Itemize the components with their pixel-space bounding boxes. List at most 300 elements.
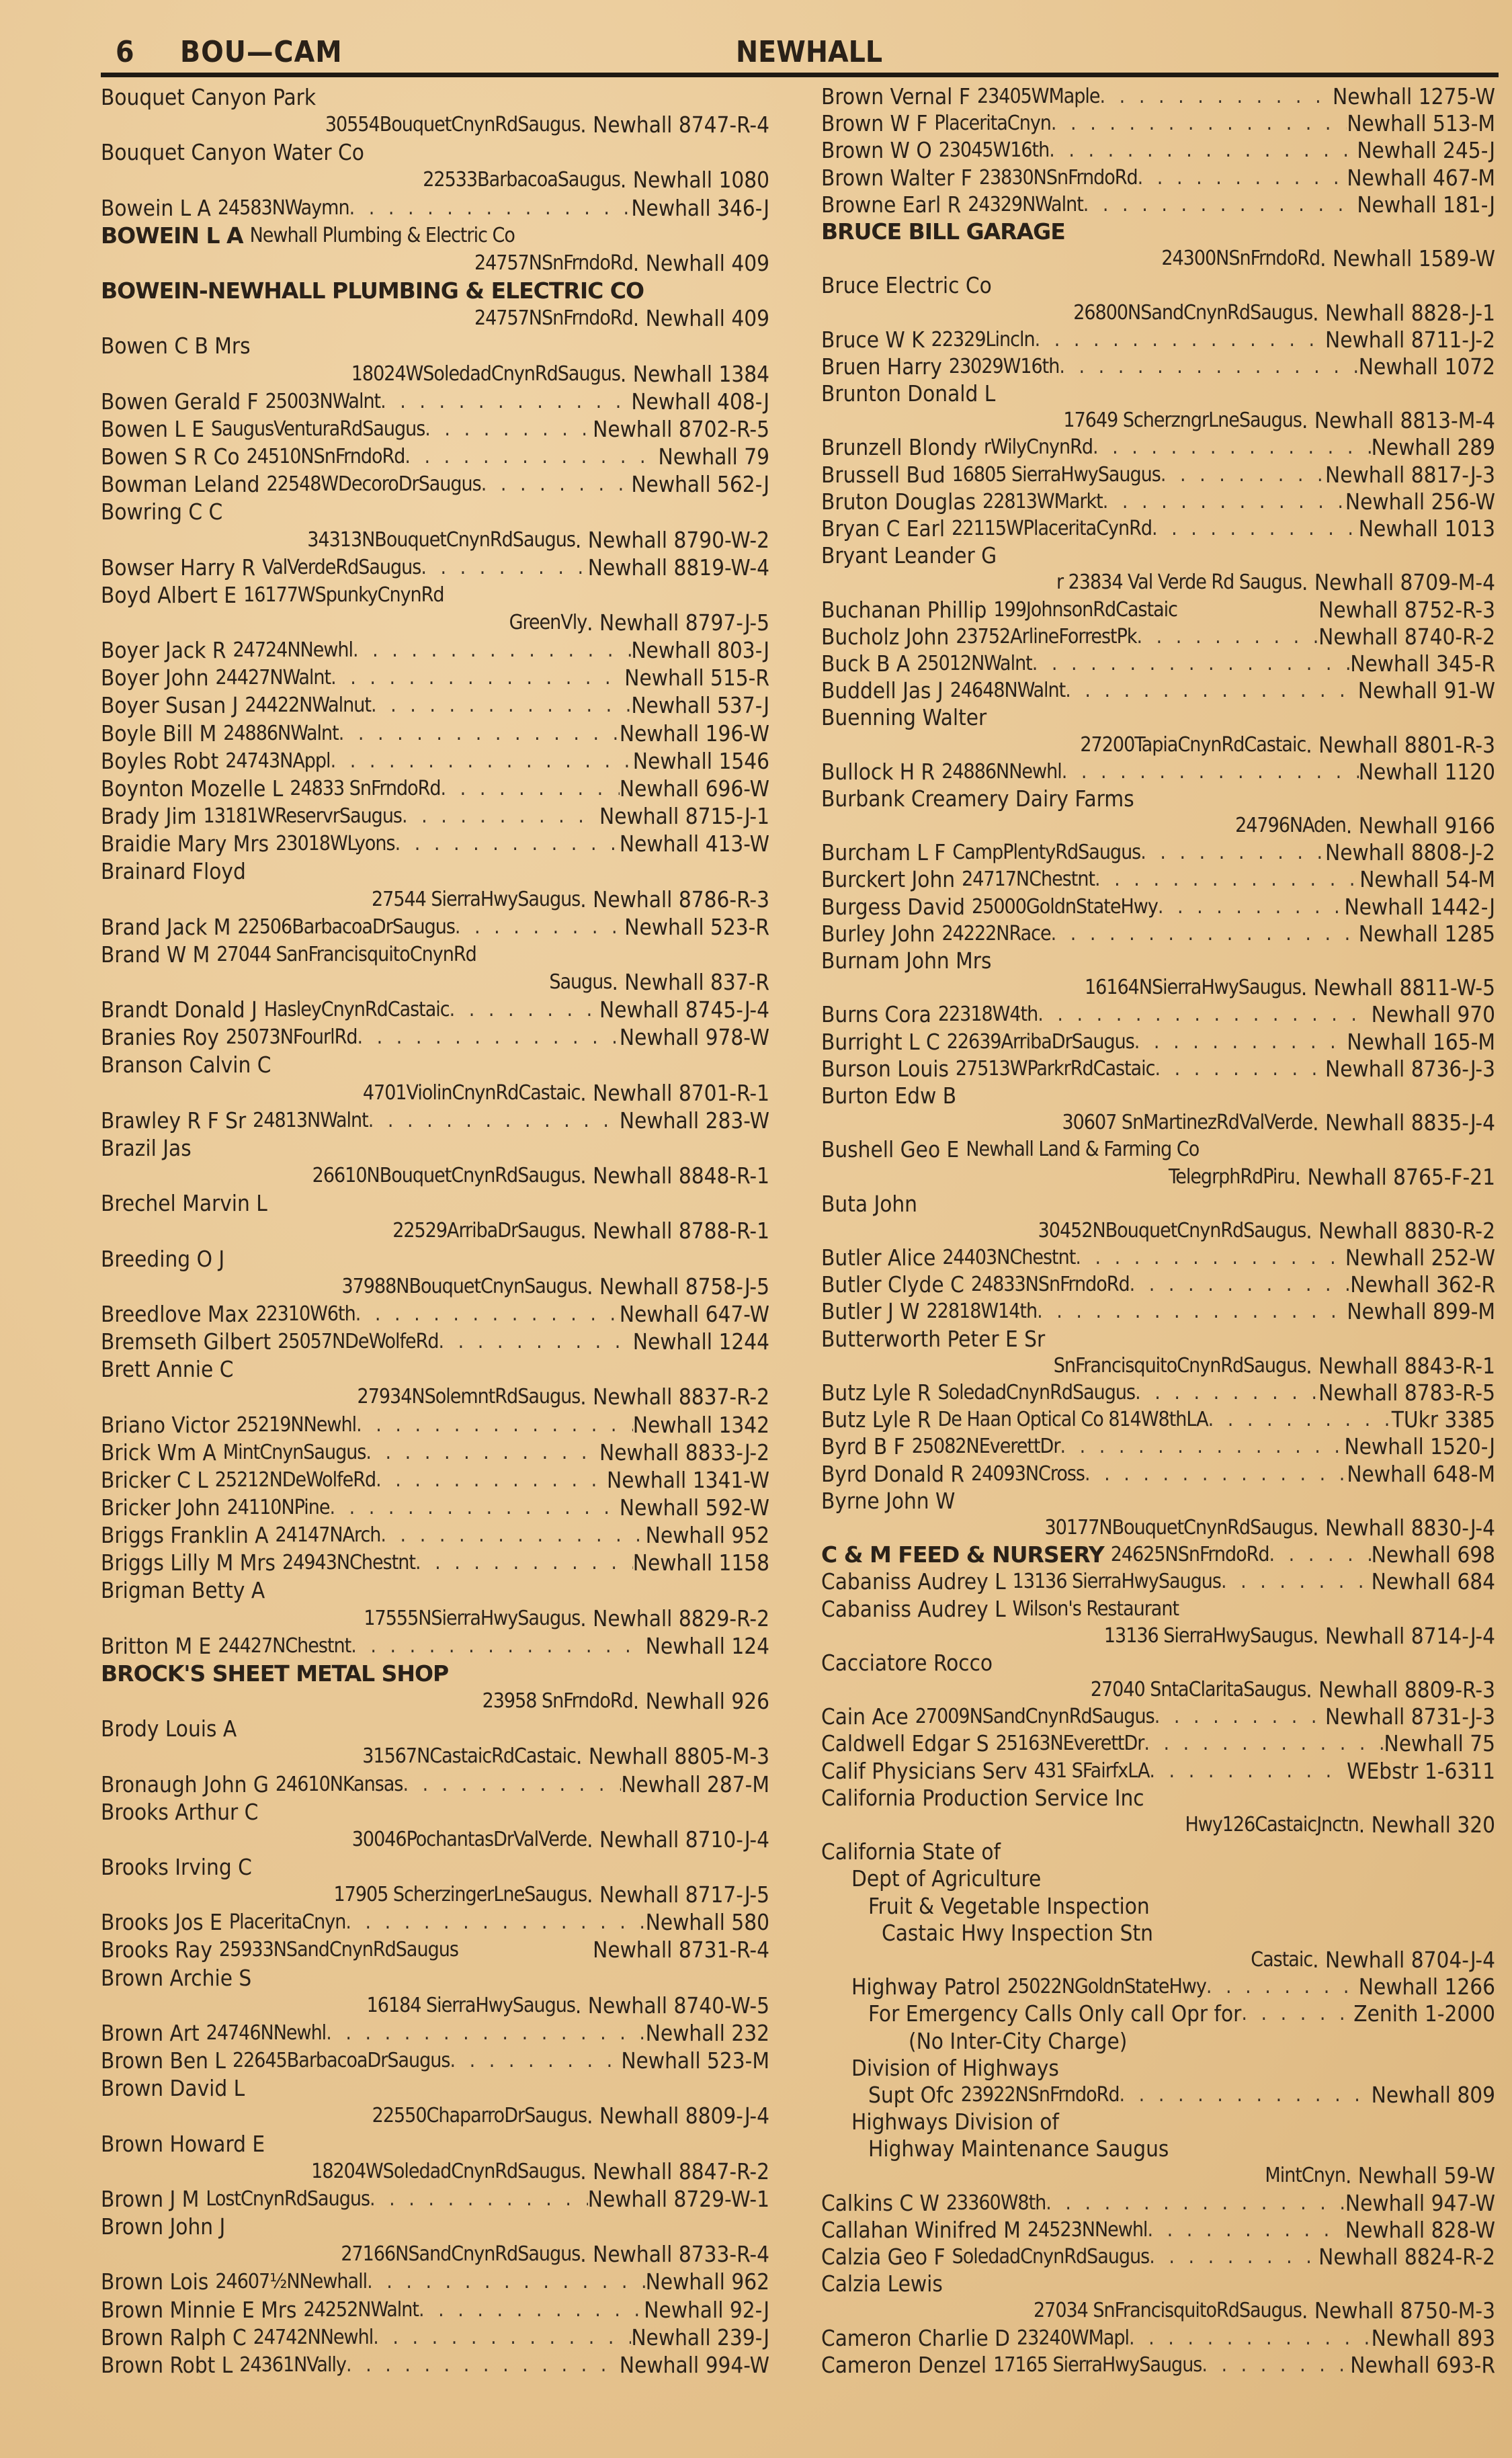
- listing-entry: [821, 1271, 1495, 1298]
- listing-name: Burbank Creamery Dairy Farms: [821, 785, 1134, 812]
- spacer: [992, 272, 1495, 299]
- listing-entry: [101, 277, 769, 304]
- listing-name: California State of: [821, 1838, 1001, 1865]
- leader-dots: [356, 1411, 633, 1439]
- spacer: [237, 1715, 769, 1742]
- leader-dots: [367, 2268, 646, 2295]
- leader-dots: [1135, 1380, 1318, 1406]
- listing-phone: . Newhall 8801-R-3: [1306, 731, 1495, 758]
- listing-name: Butterworth Peter E Sr: [821, 1325, 1046, 1352]
- spacer: [1199, 1136, 1495, 1163]
- listing-phone: Newhall 289: [1371, 434, 1495, 461]
- listing-name: Briggs Franklin A: [101, 1522, 269, 1549]
- listing-phone: Newhall 165-M: [1347, 1028, 1495, 1055]
- listing-name: Boyle Bill M: [101, 720, 217, 747]
- listing-address: 27034 SnFrancisquitoRdSaugus: [1034, 2299, 1302, 2323]
- leader-dots: [1161, 462, 1325, 489]
- city-heading: NEWHALL: [736, 35, 883, 69]
- listing-entry: [101, 1439, 769, 1466]
- listing-entry: [821, 462, 1495, 489]
- listing-entry: [101, 1189, 769, 1217]
- spacer: [1150, 1893, 1495, 1920]
- listing-continuation: [101, 1992, 769, 2019]
- listing-phone: Newhall 8819-W-4: [587, 554, 769, 581]
- listing-entry: [821, 624, 1495, 650]
- listing-entry: [821, 2082, 1495, 2109]
- listing-name: Brandt Donald J: [101, 997, 257, 1023]
- listing-name: Callahan Winifred M: [821, 2216, 1021, 2243]
- listing-name: Cameron Denzel: [821, 2351, 987, 2378]
- leader-dots: [353, 636, 631, 664]
- listing-entry: [821, 921, 1495, 947]
- listing-phone: Newhall 1013: [1358, 515, 1495, 542]
- listing-address: 27513WParkrRdCastaic: [955, 1056, 1155, 1080]
- leader-dots: [425, 415, 593, 443]
- listing-phone: . Newhall 8740-W-5: [575, 1992, 769, 2019]
- listing-phone: Newhall 970: [1371, 1001, 1495, 1028]
- listing-phone: . Newhall 8765-F-21: [1294, 1163, 1495, 1190]
- listing-name: Highways Division of: [851, 2109, 1059, 2135]
- listing-continuation: [821, 1812, 1495, 1838]
- listing-phone: Newhall 75: [1384, 1730, 1495, 1757]
- listing-name: For Emergency Calls Only call Opr for: [868, 2000, 1242, 2027]
- listing-entry: [821, 866, 1495, 893]
- listing-name: Supt Ofc: [868, 2081, 954, 2108]
- leader-dots: [326, 2019, 645, 2047]
- listing-address: 24648NWalnt: [950, 679, 1066, 703]
- listing-entry: [101, 194, 769, 222]
- listing-address: 199JohnsonRdCastaic: [993, 597, 1178, 622]
- listing-name: Highway Patrol: [851, 1974, 1001, 2000]
- listing-entry: [101, 636, 769, 664]
- spacer: [252, 1853, 769, 1881]
- listing-entry: [101, 1466, 769, 1494]
- guide-words: BOU—CAM: [180, 35, 343, 69]
- listing-address: 24757NSnFrndoRd: [474, 251, 633, 275]
- listing-name: Byrd B F: [821, 1433, 905, 1460]
- listing-entry: [101, 1549, 769, 1576]
- leader-dots: [450, 2047, 621, 2074]
- listing-address: 24833 SnFrndoRd: [290, 776, 441, 800]
- listing-continuation: [821, 1677, 1495, 1703]
- listing-phone: Newhall 8736-J-3: [1325, 1055, 1495, 1082]
- listing-entry: [101, 747, 769, 775]
- listing-address: 24886NWalnt: [223, 721, 339, 745]
- listing-continuation: [821, 1947, 1495, 1974]
- listing-name: Burckert John: [821, 866, 956, 893]
- leader-dots: [331, 747, 633, 775]
- listing-continuation: [821, 1515, 1495, 1541]
- listing-phone: Newhall 1442-J: [1344, 893, 1495, 920]
- listing-entry: [821, 1488, 1495, 1515]
- listing-address: 25073NFourlRd: [225, 1025, 358, 1050]
- spacer: [267, 1189, 769, 1217]
- listing-name: Bruce W K: [821, 326, 925, 353]
- listing-entry: [821, 489, 1495, 515]
- listing-entry: [101, 138, 769, 166]
- listing-address: 23240WMapl: [1017, 2326, 1130, 2350]
- listing-entry: [101, 1023, 769, 1051]
- listing-name: Brown Vernal F: [821, 83, 970, 110]
- listing-name: Brainard Floyd: [101, 858, 246, 885]
- listing-address: 24796NAden: [1235, 814, 1346, 838]
- listing-name: Brazil Jas: [101, 1134, 192, 1161]
- leader-dots: [1083, 192, 1357, 218]
- leader-dots: [1149, 2244, 1318, 2271]
- spacer: [917, 1191, 1495, 1218]
- leader-dots: [1154, 1703, 1325, 1730]
- listing-name: Calzia Lewis: [821, 2271, 943, 2297]
- listing-continuation: [101, 1605, 769, 1632]
- listing-phone: . Newhall 8809-R-3: [1306, 1677, 1495, 1703]
- listing-phone: Newhall 408-J: [631, 388, 769, 415]
- listing-phone: Newhall 809: [1371, 2081, 1495, 2108]
- listing-name: Bowser Harry R: [101, 554, 256, 581]
- listing-phone: Zenith 1-2000: [1353, 2000, 1495, 2027]
- listing-name: Bouquet Canyon Park: [101, 84, 317, 110]
- listing-name: Brooks Arthur C: [101, 1798, 259, 1825]
- listing-phone: . Newhall 837-R: [612, 969, 769, 995]
- listing-name: Brady Jim: [101, 803, 197, 830]
- leader-dots: [1100, 83, 1333, 110]
- listing-address: 22813WMarkt: [982, 489, 1103, 513]
- spacer: [1045, 1326, 1495, 1353]
- listing-name: Branson Calvin C: [101, 1052, 271, 1078]
- listing-phone: Newhall 1158: [632, 1550, 769, 1576]
- listing-address: 27040 SntaClaritaSaugus: [1090, 1678, 1306, 1702]
- listing-phone: Newhall 239-J: [631, 2324, 769, 2350]
- listing-name: C & M FEED & NURSERY: [821, 1541, 1104, 1568]
- leader-dots: [1046, 2190, 1345, 2217]
- listing-name: Briano Victor: [101, 1411, 230, 1438]
- leader-dots: [346, 2351, 620, 2379]
- listing-address: 431 SFairfxLA: [1034, 1758, 1150, 1783]
- leader-dots: [395, 830, 620, 857]
- listing-address: 24523NNewhl: [1027, 2217, 1148, 2242]
- listing-phone: TUkr 3385: [1391, 1406, 1495, 1433]
- listing-name: Bushell Geo E: [821, 1136, 960, 1163]
- listing-phone: . Newhall 8710-J-4: [587, 1826, 769, 1853]
- listing-name: Butler Clyde C: [821, 1271, 964, 1298]
- leader-dots: [1138, 165, 1347, 192]
- listing-entry: [821, 2352, 1495, 2379]
- listing-phone: Newhall 79: [658, 443, 769, 470]
- listing-address: 24222NRace: [941, 921, 1051, 945]
- listing-phone: Newhall 8824-R-2: [1318, 2244, 1495, 2270]
- leader-dots: [405, 443, 658, 470]
- listing-address: 24610NKansas: [275, 1772, 403, 1796]
- listing-address: 24583NWaymn: [217, 196, 349, 220]
- listing-continuation: [101, 1162, 769, 1189]
- listing-phone: Newhall 648-M: [1347, 1460, 1495, 1487]
- spacer: [991, 947, 1495, 974]
- listing-name: Boyer John: [101, 665, 209, 691]
- listing-phone: Newhall 513-M: [1347, 110, 1495, 137]
- listing-entry: [821, 2028, 1495, 2055]
- listing-entry: [821, 1730, 1495, 1757]
- listing-phone: Newhall 8817-J-3: [1325, 461, 1495, 488]
- listing-address: 23958 SnFrndoRd: [482, 1689, 633, 1713]
- listing-name: Butler Alice: [821, 1244, 936, 1271]
- spacer: [245, 2074, 769, 2102]
- leader-dots: [455, 913, 624, 941]
- listing-entry: [101, 1245, 769, 1273]
- listing-name: Brand Jack M: [101, 913, 231, 940]
- listing-address: 22548WDecoroDrSaugus: [266, 472, 481, 497]
- listing-address: 24813NWalnt: [253, 1108, 368, 1132]
- listing-entry: [821, 947, 1495, 974]
- listing-address: 24329NWalnt: [968, 192, 1083, 216]
- listing-address: 24427NWalnt: [215, 666, 331, 690]
- leader-dots: [1206, 1974, 1359, 2000]
- listing-entry: [821, 1758, 1495, 1785]
- listing-phone: . Newhall 8835-J-4: [1312, 1109, 1495, 1136]
- listing-entry: [101, 1964, 769, 1992]
- listing-entry: [101, 720, 769, 747]
- spacer: [1134, 786, 1495, 812]
- listing-address: 24746NNewhl: [206, 2021, 327, 2045]
- listing-phone: . Newhall 8830-R-2: [1306, 1217, 1495, 1244]
- listing-name: Boyer Jack R: [101, 637, 226, 664]
- listing-address: 4701ViolinCnynRdCastaic: [362, 1080, 581, 1105]
- listing-continuation: [821, 1218, 1495, 1244]
- leader-dots: [1129, 2325, 1372, 2352]
- listing-entry: [821, 1974, 1495, 2000]
- listing-entry: [821, 597, 1495, 624]
- listing-name: Fruit & Vegetable Inspection: [868, 1892, 1150, 1919]
- spacer: [1169, 2135, 1495, 2162]
- listing-address: r 23834 Val Verde Rd Saugus: [1056, 570, 1302, 595]
- spacer: [955, 1488, 1495, 1515]
- listing-name: Brown Ben L: [101, 2047, 226, 2074]
- listing-continuation: [101, 1273, 769, 1300]
- listing-entry: [821, 1326, 1495, 1353]
- listing-name: Brooks Jos E: [101, 1909, 222, 1936]
- listing-phone: Newhall 8729-W-1: [587, 2185, 769, 2212]
- listing-entry: [821, 83, 1495, 110]
- leader-dots: [1155, 1056, 1326, 1083]
- listing-continuation: [821, 245, 1495, 272]
- listing-continuation: [821, 732, 1495, 759]
- leader-dots: [1221, 1568, 1372, 1595]
- listing-continuation: [821, 1353, 1495, 1380]
- spacer: [1041, 1865, 1495, 1892]
- listing-address: 22318W4th: [937, 1003, 1038, 1027]
- listing-name: Division of Highways: [851, 2054, 1059, 2081]
- listing-phone: . Newhall 1384: [620, 360, 769, 387]
- listing-phone: . Newhall 8829-R-2: [580, 1605, 769, 1631]
- leader-dots: [1075, 1244, 1345, 1271]
- listing-continuation: [101, 968, 769, 996]
- listing-phone: Newhall 1244: [632, 1328, 769, 1355]
- listing-continuation: [101, 1079, 769, 1107]
- spacer: [233, 1355, 769, 1383]
- listing-address: 16805 SierraHwySaugus: [952, 462, 1161, 486]
- listing-address: 24724NNewhl: [233, 638, 353, 663]
- listing-entry: [101, 2351, 769, 2379]
- listing-entry: [101, 581, 769, 609]
- listing-continuation: [101, 166, 769, 194]
- leader-dots: [1065, 677, 1358, 704]
- listing-phone: . Newhall 8790-W-2: [575, 526, 769, 553]
- listing-phone: Newhall 828-W: [1345, 2216, 1495, 2243]
- listing-address: 22506BarbacoaDrSaugus: [237, 915, 455, 939]
- leader-dots: [450, 996, 599, 1023]
- listing-address: 17905 ScherzingerLneSaugus: [333, 1883, 587, 1907]
- listing-name: Butz Lyle R: [821, 1380, 931, 1406]
- listing-entry: [101, 222, 769, 249]
- listing-name: BOWEIN-NEWHALL PLUMBING & ELECTRIC CO: [101, 278, 644, 304]
- listing-name: Cacciatore Rocco: [821, 1649, 993, 1676]
- leader-dots: [1269, 1541, 1372, 1568]
- spacer: [1144, 1785, 1495, 1812]
- listing-continuation: [101, 2102, 769, 2129]
- spacer: [993, 1650, 1495, 1677]
- listing-address: 31567NCastaicRdCastaic: [362, 1744, 576, 1769]
- listing-name: Highway Maintenance Saugus: [868, 2135, 1169, 2162]
- listing-phone: Newhall 92-J: [644, 2296, 769, 2323]
- listing-address: 24625NSnFrndoRd: [1110, 1543, 1269, 1567]
- listing-entry: [101, 498, 769, 525]
- spacer: [222, 498, 769, 525]
- listing-entry: [101, 1411, 769, 1439]
- listing-name: Brown J M: [101, 2185, 200, 2212]
- spacer: [1127, 2028, 1495, 2055]
- listing-address: 22310W6th: [255, 1302, 355, 1326]
- listing-entry: [821, 1541, 1495, 1568]
- leader-dots: [368, 1107, 620, 1134]
- leader-dots: [1035, 327, 1325, 353]
- listing-name: Bruen Harry: [821, 353, 942, 380]
- listing-name: Bremseth Gilbert: [101, 1328, 271, 1355]
- listing-phone: Newhall 562-J: [631, 471, 769, 498]
- listing-column-left: [101, 83, 769, 2379]
- listing-entry: [821, 894, 1495, 921]
- listing-address: 23360W8th: [946, 2191, 1046, 2215]
- listing-address: 30554BouquetCnynRdSaugus: [325, 113, 581, 137]
- listing-phone: Newhall 580: [645, 1909, 769, 1936]
- listing-entry: [821, 515, 1495, 542]
- spacer: [1059, 2055, 1495, 2082]
- leader-dots: [1037, 1298, 1347, 1325]
- listing-continuation: [101, 2240, 769, 2268]
- listing-address: MintCnynSaugus: [222, 1440, 366, 1464]
- listing-name: BOWEIN L A: [101, 222, 243, 249]
- listing-entry: [101, 554, 769, 581]
- listing-address: 22529ArribaDrSaugus: [392, 1219, 581, 1243]
- listing-name: Brown Art: [101, 2019, 200, 2046]
- listing-phone: Newhall 245-J: [1357, 137, 1495, 164]
- spacer: [444, 581, 769, 609]
- listing-address: 24510NSnFrndoRd: [246, 445, 405, 469]
- listing-entry: [821, 1461, 1495, 1488]
- listing-address: 34313NBouquetCnynRdSaugus: [307, 527, 575, 552]
- listing-address: De Haan Optical Co 814W8thLA: [937, 1408, 1208, 1432]
- listing-entry: [101, 2296, 769, 2324]
- listing-phone: Newhall 696-W: [619, 775, 769, 802]
- listing-entry: [101, 2324, 769, 2351]
- page-header: [101, 35, 1499, 75]
- listing-name: Brown Minnie E Mrs: [101, 2296, 297, 2323]
- listing-name: Brody Louis A: [101, 1715, 237, 1742]
- leader-dots: [351, 1632, 645, 1660]
- leader-dots: [1049, 137, 1357, 164]
- listing-name: Brawley R F Sr: [101, 1107, 247, 1134]
- listing-continuation: [821, 407, 1495, 434]
- listing-address: 22550ChaparroDrSaugus: [372, 2104, 587, 2128]
- listing-entry: [101, 1134, 769, 1162]
- listing-entry: [821, 839, 1495, 866]
- listing-address: GreenVly: [509, 610, 587, 634]
- listing-address: 24361NVally: [239, 2353, 346, 2377]
- leader-dots: [1130, 1271, 1351, 1298]
- listing-continuation: [821, 2297, 1495, 2324]
- listing-entry: [821, 192, 1495, 218]
- listing-address: 30452NBouquetCnynRdSaugus: [1038, 1218, 1306, 1242]
- listing-phone: . Newhall 8828-J-1: [1312, 299, 1495, 326]
- listing-phone: Newhall 515-R: [624, 665, 769, 691]
- listing-address: 26800NSandCnynRdSaugus: [1073, 300, 1313, 325]
- listing-address: 25000GoldnStateHwy: [972, 894, 1158, 919]
- listing-address: 22329Lincln: [931, 327, 1035, 351]
- spacer: [316, 83, 769, 111]
- listing-phone: Newhall 467-M: [1347, 164, 1495, 191]
- header-rule: [101, 73, 1499, 77]
- listing-entry: [821, 542, 1495, 569]
- listing-phone: Newhall 8702-R-5: [593, 415, 769, 442]
- listing-address: 27200TapiaCnynRdCastaic: [1080, 732, 1306, 757]
- listing-entry: [101, 1908, 769, 1936]
- listing-continuation: [101, 1383, 769, 1410]
- listing-name: Burns Cora: [821, 1001, 931, 1028]
- listing-name: Buenning Walter: [821, 704, 987, 731]
- listing-phone: . Newhall 8848-R-1: [580, 1162, 769, 1189]
- listing-continuation: [101, 1826, 769, 1853]
- listing-address: 24742NNewhl: [253, 2325, 374, 2349]
- listing-phone: . Newhall 8797-J-5: [587, 609, 769, 636]
- leader-dots: [1137, 624, 1319, 650]
- listing-name: Brechel Marvin L: [101, 1190, 267, 1217]
- listing-address: 26610NBouquetCnynRdSaugus: [312, 1164, 581, 1188]
- leader-dots: [1140, 839, 1325, 866]
- listing-name: Brick Wm A: [101, 1439, 216, 1466]
- listing-address: Castaic: [1251, 1947, 1313, 1972]
- listing-address: 25022NGoldnStateHwy: [1007, 1975, 1206, 1999]
- listing-phone: Newhall 698: [1371, 1541, 1495, 1568]
- listing-entry: [101, 802, 769, 830]
- listing-name: Butz Lyle R: [821, 1406, 931, 1433]
- listing-entry: [821, 1785, 1495, 1812]
- listing-phone: . Newhall 926: [632, 1688, 769, 1715]
- listing-phone: . Newhall 8747-R-4: [580, 112, 769, 138]
- leader-dots: [1038, 1001, 1371, 1028]
- spacer: [271, 1051, 769, 1078]
- leader-dots: [366, 1439, 599, 1466]
- listing-entry: [821, 137, 1495, 164]
- spacer: [458, 1936, 593, 1963]
- listing-entry: [821, 1650, 1495, 1677]
- listing-name: Brett Annie C: [101, 1356, 234, 1383]
- listing-phone: . Newhall 409: [632, 305, 769, 332]
- listing-name: BRUCE BILL GARAGE: [821, 218, 1065, 245]
- leader-dots: [1134, 1029, 1347, 1056]
- listing-phone: Newhall 8745-J-4: [599, 997, 769, 1023]
- listing-phone: . Newhall 8805-M-3: [575, 1743, 769, 1770]
- listing-name: Calzia Geo F: [821, 2244, 946, 2270]
- listing-entry: [821, 1920, 1495, 1947]
- listing-name: Brigman Betty A: [101, 1577, 265, 1604]
- listing-entry: [101, 1660, 769, 1687]
